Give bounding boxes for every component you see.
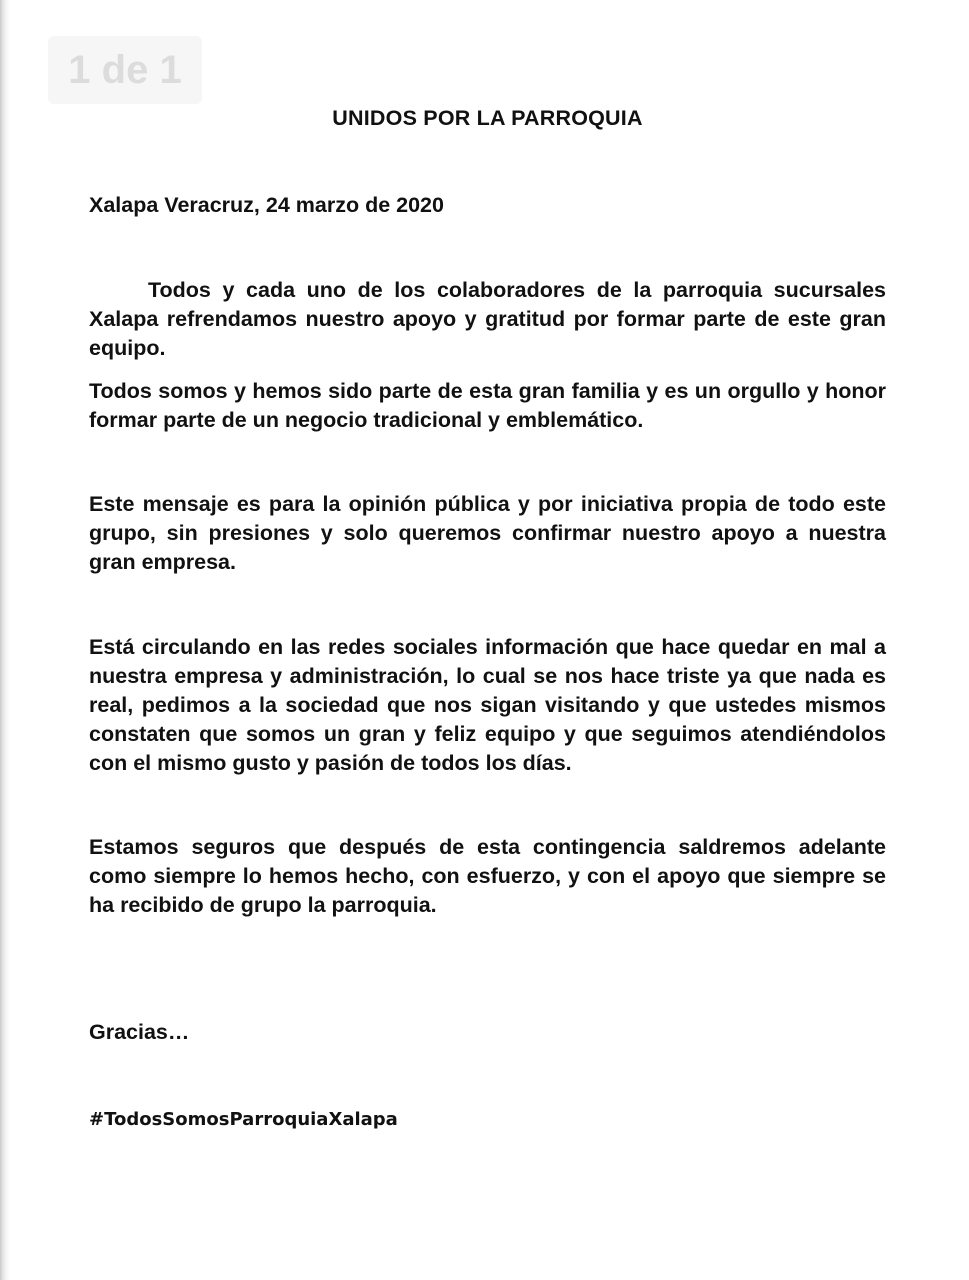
paragraph-social-media: Está circulando en las redes sociales información que hace quedar en mal a nuestra empresa y administración, lo cual se nos hace triste ya que nada es real, pedimos a la sociedad que nos sigan visitando y que ustedes mismos constaten que somos un gran y feliz equipo y que seguimos atendiéndolos con el mismo gusto y pasión de todos los días. [89,635,886,775]
page-edge-shadow [0,0,10,1280]
document-title: UNIDOS POR LA PARROQUIA [332,106,643,130]
paragraph-support: Todos y cada uno de los colaboradores de la parroquia sucursales Xalapa refrendamos nuestro apoyo y gratitud por formar parte de este gran equipo. [89,278,886,360]
paragraph-contingency: Estamos seguros que después de esta contingencia saldremos adelante como siempre lo hemos hecho, con esfuerzo, y con el apoyo que siempre se ha recibido de grupo la parroquia. [89,835,886,917]
paragraph-public-message: Este mensaje es para la opinión pública y por iniciativa propia de todo este grupo, sin presiones y solo queremos confirmar nuestro apoyo a nuestra gran empresa. [89,492,886,574]
place-date-line: Xalapa Veracruz, 24 marzo de 2020 [89,193,444,217]
hashtag-line: #TodosSomosParroquiaXalapa [89,1109,398,1130]
page-counter-badge: 1 de 1 [48,36,202,104]
paragraph-family: Todos somos y hemos sido parte de esta gran familia y es un orgullo y honor formar parte de un negocio tradicional y emblemático. [89,379,886,432]
closing-thanks: Gracias… [89,1020,190,1044]
